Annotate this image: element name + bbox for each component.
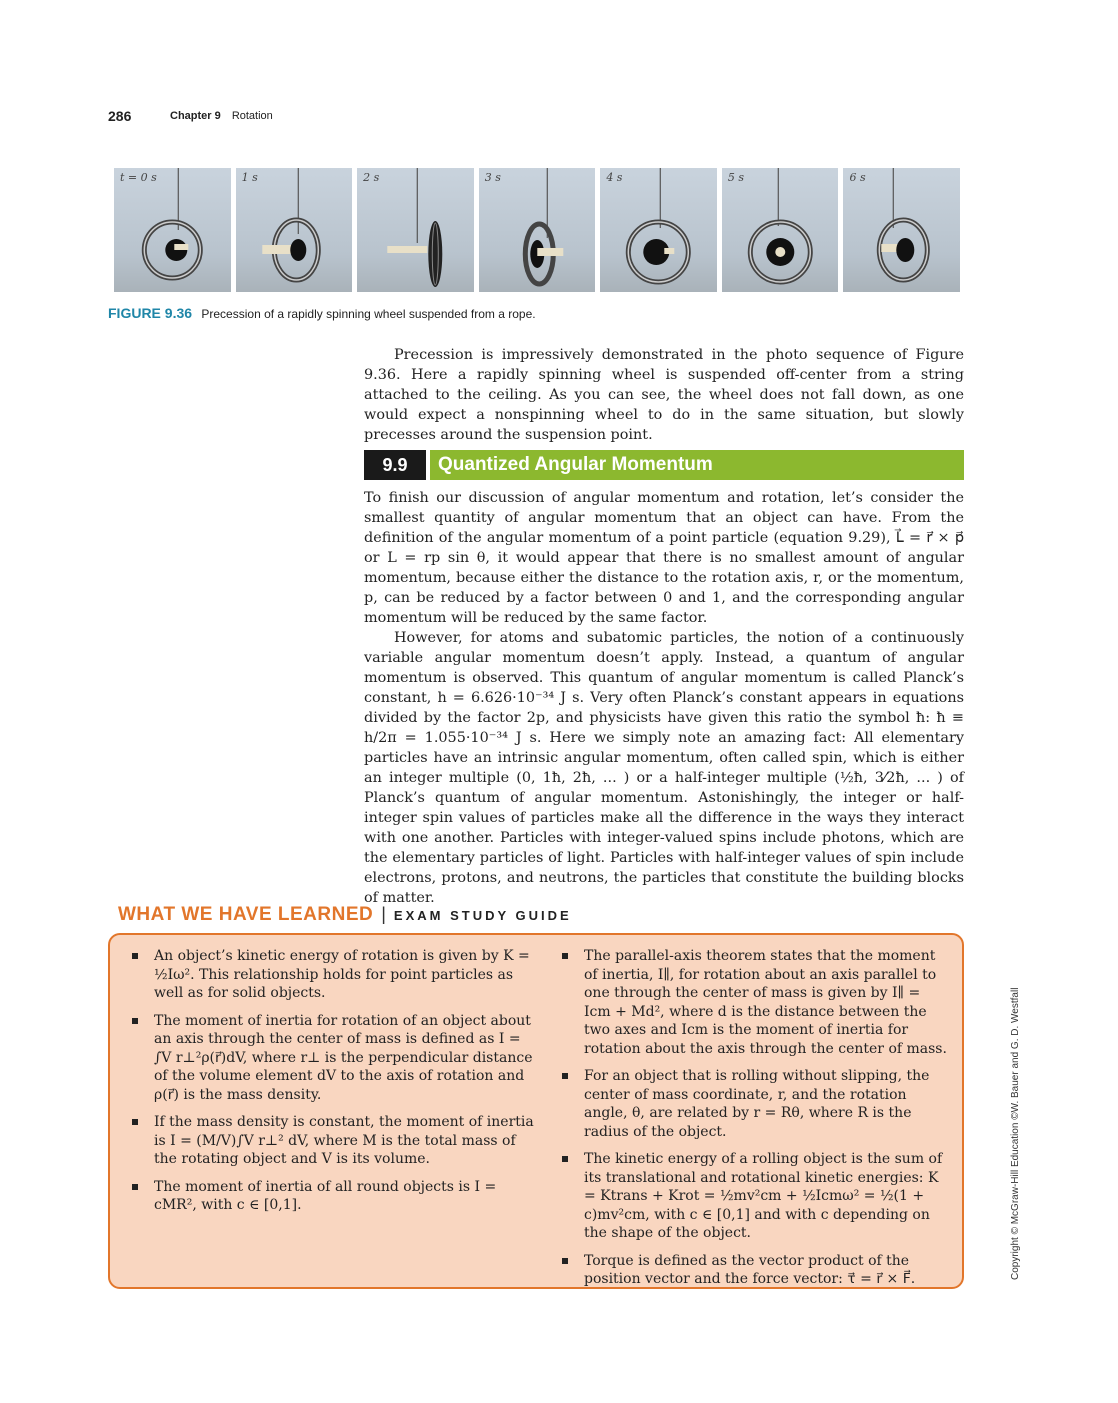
precession-text [364, 345, 964, 445]
running-header [170, 110, 273, 122]
list-item: An object’s kinetic energy of rotation is given by K = ½Iω². This relationship holds for point particles as well as for solid objects. [126, 947, 536, 1003]
photo-frame [722, 168, 839, 292]
learned-separator: | [381, 904, 386, 924]
learned-title: WHAT WE HAVE LEARNED [118, 904, 374, 925]
section-number: 9.9 [364, 450, 426, 480]
spinning-wheel-image [236, 168, 353, 292]
photo-frame [114, 168, 231, 292]
section-title: Quantized Angular Momentum [430, 450, 964, 480]
learned-subtitle: EXAM STUDY GUIDE [393, 908, 572, 923]
exam-study-guide-box [108, 933, 964, 1289]
photo-frame [357, 168, 474, 292]
paragraph: Precession is impressively demonstrated in the photo sequence of Figure 9.36. Here a rapidly spinning wheel is suspended off-center from a string attached to the ceiling. As you can see, the wheel does not fall down, as one would expect a nonspinning wheel to do in the same situation, but slowly precesses around the suspension point. [364, 347, 964, 443]
list-item: The moment of inertia for rotation of an object about an axis through the center of mass is defined as I = ∫V r⊥²ρ(r⃗)dV, where r⊥ is the perpendicular distance of the volume element dV to the axis of rotation and ρ(r⃗) is the mass density. [126, 1012, 536, 1105]
spinning-wheel-image [722, 168, 839, 292]
copyright-notice: Copyright © McGraw-Hill Education ©W. Bauer and G. D. Westfall [1010, 987, 1021, 1280]
list-item: If the mass density is constant, the moment of inertia is I = (M/V)∫V r⊥² dV, where M is the total mass of the rotating object and V is its volume. [126, 1113, 536, 1169]
photo-frame [479, 168, 596, 292]
list-item: Torque is defined as the vector product of the position vector and the force vector: τ⃗ = r⃗ × F⃗. [556, 1252, 948, 1289]
frame-label: 3 s [484, 171, 501, 184]
chapter-title: Rotation [231, 110, 273, 122]
paragraph: To finish our discussion of angular momentum and rotation, let’s consider the smallest quantity of angular momentum that an object can have. From the definition of the angular momentum of a point particle (equation 9.29), L⃗ = r⃗ × p⃗ or L = rp sin θ, it would appear that there is no smallest amount of angular momentum, because either the distance to the rotation axis, r, or the momentum, p, can be reduced by a factor between 0 and 1, and the corresponding angular momentum will be reduced by the same factor. [364, 490, 964, 626]
list-item: The moment of inertia of all round objects is I = cMR², with c ∈ [0,1]. [126, 1178, 536, 1215]
photo-frame [600, 168, 717, 292]
right-column [556, 947, 948, 1298]
figure-caption-text: Precession of a rapidly spinning wheel suspended from a rope. [201, 307, 536, 321]
spinning-wheel-image [479, 168, 596, 292]
learned-header [118, 904, 572, 926]
list-item: For an object that is rolling without slipping, the center of mass coordinate, r, and the rotation angle, θ, are related by r = Rθ, where R is the radius of the object. [556, 1067, 948, 1141]
list-item: The kinetic energy of a rolling object is the sum of its translational and rotational kinetic energies: K = Ktrans + Krot = ½mv²cm + ½Icmω² = ½(1 + c)mv²cm, with c ∈ [0,1] and with c depending on the shape of the object. [556, 1150, 948, 1243]
spinning-wheel-image [843, 168, 960, 292]
section-heading [364, 450, 964, 480]
frame-label: 4 s [606, 171, 623, 184]
figure-caption [108, 305, 536, 321]
frame-label: 5 s [727, 171, 745, 184]
photo-sequence [114, 168, 960, 292]
spinning-wheel-image [114, 168, 231, 292]
frame-label: 1 s [241, 171, 258, 184]
spinning-wheel-image [600, 168, 717, 292]
paragraph: However, for atoms and subatomic particles, the notion of a continuously variable angular momentum doesn’t apply. Instead, a quantum of angular momentum is observed. This quantum of angular momentum is called Planck’s constant, h = 6.626·10⁻³⁴ J s. Very often Planck’s constant appears in equations divided by the factor 2p, and physicists have given this ratio the symbol ħ: ħ ≡ h/2π = 1.055·10⁻³⁴ J s. Here we simply note an amazing fact: All elementary particles have an intrinsic angular momentum, often called spin, which is either an integer multiple (0, 1ħ, 2ħ, ... ) or a half-integer multiple (½ħ, 3⁄2ħ, ... ) of Planck’s quantum of angular momentum. Astonishingly, the integer or half-integer spin values of particles make all the difference in the ways they interact with one another. Particles with integer-valued spins include photons, which are the elementary particles of light. Particles with half-integer values of spin include electrons, protons, and neutrons, the particles that constitute the building blocks of matter. [364, 630, 964, 906]
section-body [364, 488, 964, 908]
photo-frame [236, 168, 353, 292]
chapter-label: Chapter 9 [170, 110, 221, 122]
frame-label: 6 s [849, 171, 866, 184]
frame-label: 2 s [363, 171, 380, 184]
figure-label: FIGURE 9.36 [108, 305, 193, 321]
spinning-wheel-image [357, 168, 474, 292]
photo-frame [843, 168, 960, 292]
left-column [126, 947, 536, 1224]
list-item: The parallel-axis theorem states that the moment of inertia, I∥, for rotation about an axis parallel to one through the center of mass is given by I∥ = Icm + Md², where d is the distance between the two axes and Icm is the moment of inertia for rotation about the axis through the center of mass. [556, 947, 948, 1058]
frame-label: t = 0 s [120, 171, 157, 184]
page-number: 286 [108, 108, 132, 124]
